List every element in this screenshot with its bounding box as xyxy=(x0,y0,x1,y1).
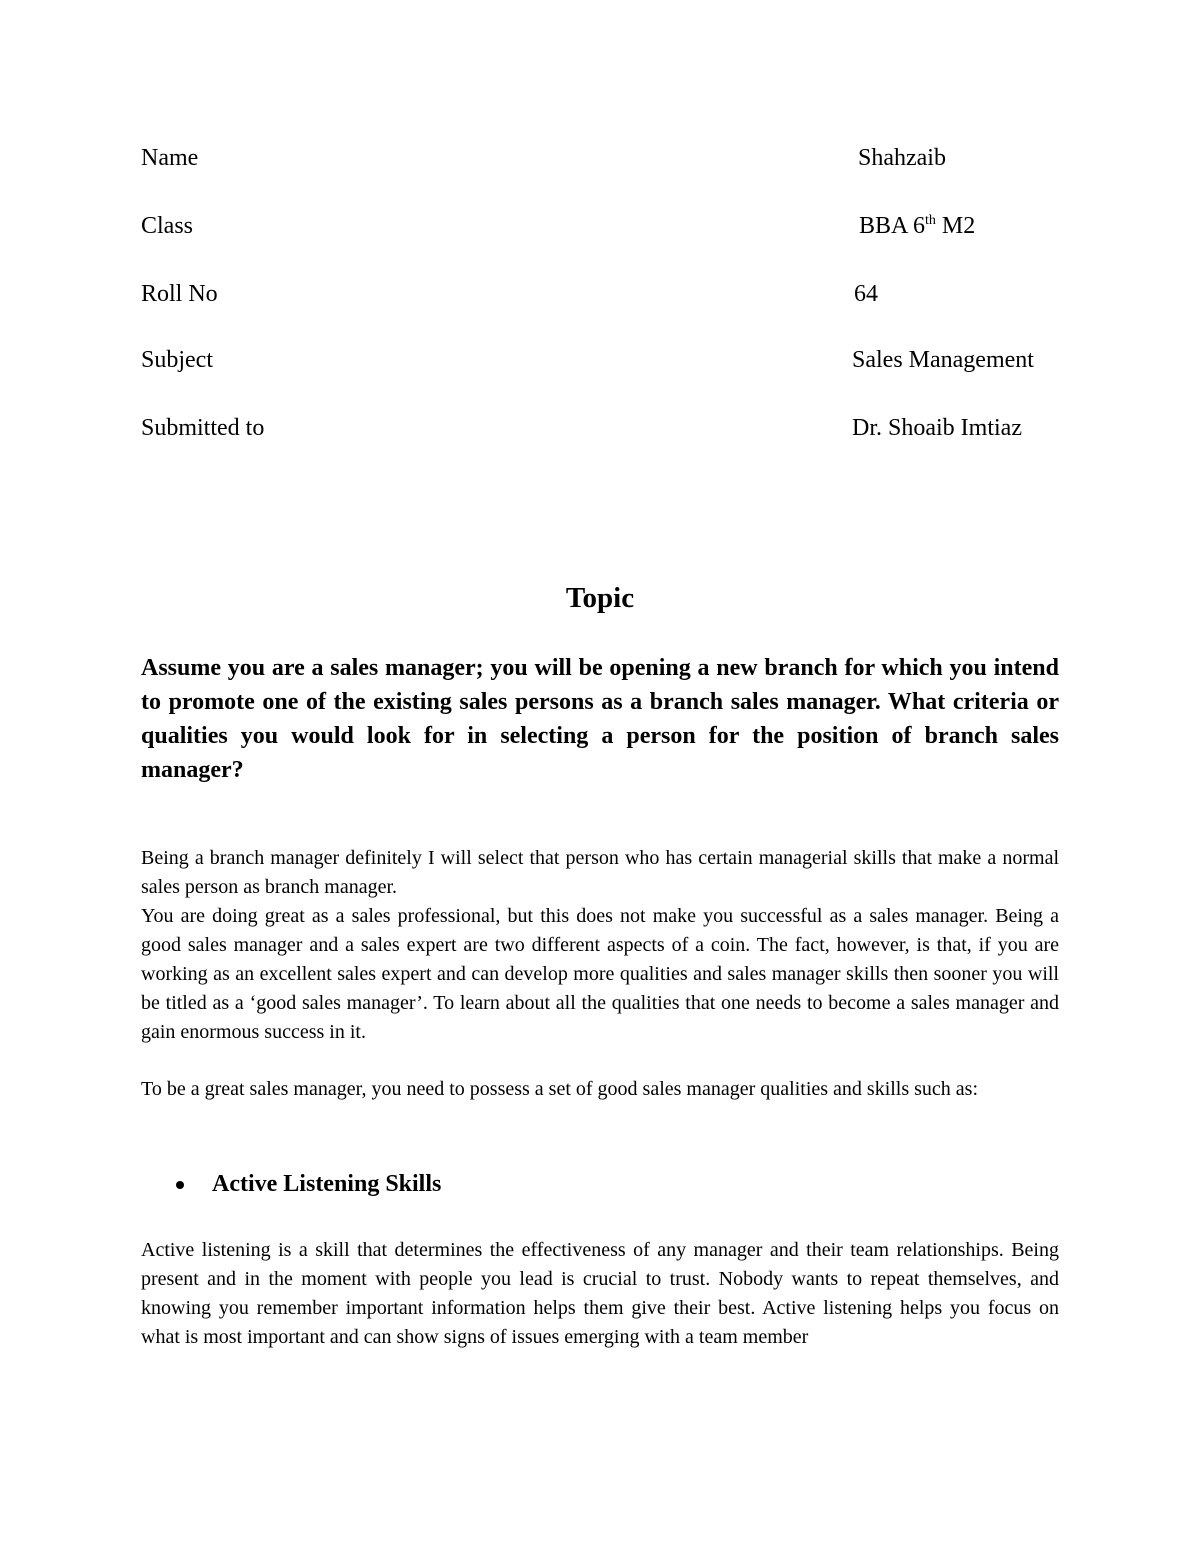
info-row-submitted xyxy=(141,412,1081,444)
name-label: Name xyxy=(141,145,199,171)
roll-label: Roll No xyxy=(141,281,218,307)
subject-label: Subject xyxy=(141,347,213,373)
info-row-class xyxy=(141,210,1081,242)
submitted-value: Dr. Shoaib Imtiaz xyxy=(852,415,1022,441)
paragraph-qualities-intro: To be a great sales manager, you need to possess a set of good sales manager qualities and skills such as: xyxy=(141,1078,979,1100)
info-row-roll xyxy=(141,278,1081,310)
topic-heading: Topic xyxy=(565,582,635,614)
roll-value: 64 xyxy=(854,281,878,307)
bullet-item-active-listening xyxy=(141,1166,1059,1202)
class-value-superscript: th xyxy=(925,213,936,228)
info-row-subject xyxy=(141,344,1081,376)
class-value xyxy=(859,210,975,242)
class-value-prefix: BBA 6 xyxy=(859,213,926,239)
bullet-heading: Active Listening Skills xyxy=(212,1171,442,1197)
paragraph-sales-professional: You are doing great as a sales professional, but this does not make you successful as a sales manager. Being a good sales manager and a sales expert are two different aspects of a coin. The fact, however, is that, if you are working as an excellent sales expert and can develop more qualities and sales manager skills then sooner you will be titled as a ‘good sales manager’. To learn about all the qualities that one needs to become a sales manager and gain enormous success in it. xyxy=(141,905,1059,1043)
info-row-name xyxy=(141,142,1081,174)
paragraph-intro: Being a branch manager definitely I will select that person who has certain managerial skills that make a normal sales person as branch manager. xyxy=(141,847,1059,898)
submitted-label: Submitted to xyxy=(141,415,265,441)
paragraph-active-listening: Active listening is a skill that determines the effectiveness of any manager and their team relationships. Being present and in the moment with people you lead is crucial to trust. Nobody wants to repeat themselves, and knowing you remember important information helps them give their best. Active listening helps you focus on what is most important and can show signs of issues emerging with a team member xyxy=(141,1239,1059,1348)
class-value-suffix: M2 xyxy=(935,213,976,239)
subject-value: Sales Management xyxy=(852,347,1034,373)
topic-question: Assume you are a sales manager; you will be opening a new branch for which you intend to promote one of the existing sales persons as a branch sales manager. What criteria or qualities you would look for in selecting a person for the position of branch sales manager? xyxy=(141,655,1059,783)
bullet-icon xyxy=(176,1181,184,1189)
name-value: Shahzaib xyxy=(858,145,946,171)
class-label: Class xyxy=(141,213,194,239)
